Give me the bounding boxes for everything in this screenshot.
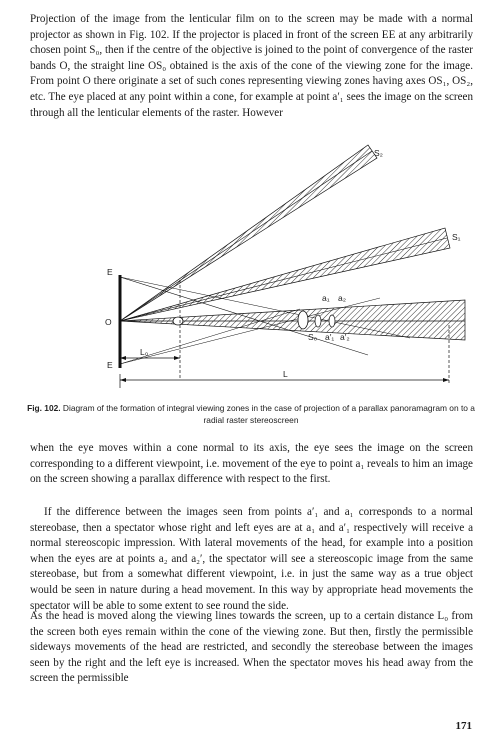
paragraph-4: As the head is moved along the viewing lines towards the screen, up to a certain distance L₀ from the screen both eyes remain within the cone of the viewing zone. But then, firstly the permissible sideways movements of the head are restricted, and secondly the stereobase between the images seen by the right and the left eye is increased. When the spectator moves his head away from the screen the permissible — [30, 610, 473, 685]
figure-caption — [26, 402, 476, 426]
label-s0: S₀ — [308, 332, 318, 342]
label-e-bottom: E — [107, 360, 113, 370]
projector-lens-icon — [298, 311, 308, 329]
eye-a1-icon — [315, 315, 321, 327]
label-l0: L₀ — [140, 347, 149, 357]
page-number: 171 — [455, 720, 472, 732]
label-a2: a₂ — [338, 293, 347, 303]
eye-a2-icon — [329, 315, 335, 327]
label-a1: a₁ — [322, 293, 330, 303]
label-a1-prime: a′₁ — [325, 332, 335, 342]
figure-caption-lead: Fig. 102. — [27, 403, 61, 413]
label-s1: S₁ — [452, 232, 461, 242]
paragraph-1: Projection of the image from the lenticular film on to the screen may be made with a normal projector as shown in Fig. 102. If the projector is placed in front of the screen EE at any arbitrarily chosen point S₀, then if the centre of the objective is joined to the point of convergence of the raster bands O, the straight line OS₀ obtained is the axis of the cone of the viewing zone for the image. From point O there originate a set of such cones representing viewing zones having axes OS₁, OS₂, etc. The eye placed at any point within a cone, for example at point a′₁ sees the image on the screen through all the lenticular elements of the raster. However — [30, 13, 473, 119]
label-s2: S₂ — [374, 148, 383, 158]
label-e-top: E — [107, 267, 113, 277]
paragraph-3: If the difference between the images seen from points a′₁ and a₁ corresponds to a normal stereobase, then a spectator whose right and left eyes are at a₁ and a′₁ respectively will receive a normal stereoscopic impression. With lateral movements of the head, for example into a position when the eyes are at points a₂ and a₂′, the spectator will see a stereoscopic image from the same stereobase, but from a somewhat different viewpoint, i.e. in just the same way as a true object would be seen in nature during a head movement. In this way by appropriate head movements the spectator will be able to some extent to see round the side. — [30, 506, 473, 612]
viewing-zone-diagram — [100, 140, 480, 395]
near-eye-icon — [173, 317, 183, 325]
figure-102 — [100, 140, 480, 395]
paragraph-2: when the eye moves within a cone normal to its axis, the eye sees the image on the screen corresponding to a different viewpoint, i.e. movement of the eye to point a₁ reveals to him an image on the screen showing a parallax difference with respect to the first. — [30, 442, 473, 486]
label-l: L — [283, 369, 288, 379]
label-o: O — [105, 317, 112, 327]
figure-caption-text: Diagram of the formation of integral viewing zones in the case of projection of a parallax panoramagram on to a radial raster stereoscreen — [62, 403, 475, 425]
label-a2-prime: a′₂ — [340, 332, 350, 342]
